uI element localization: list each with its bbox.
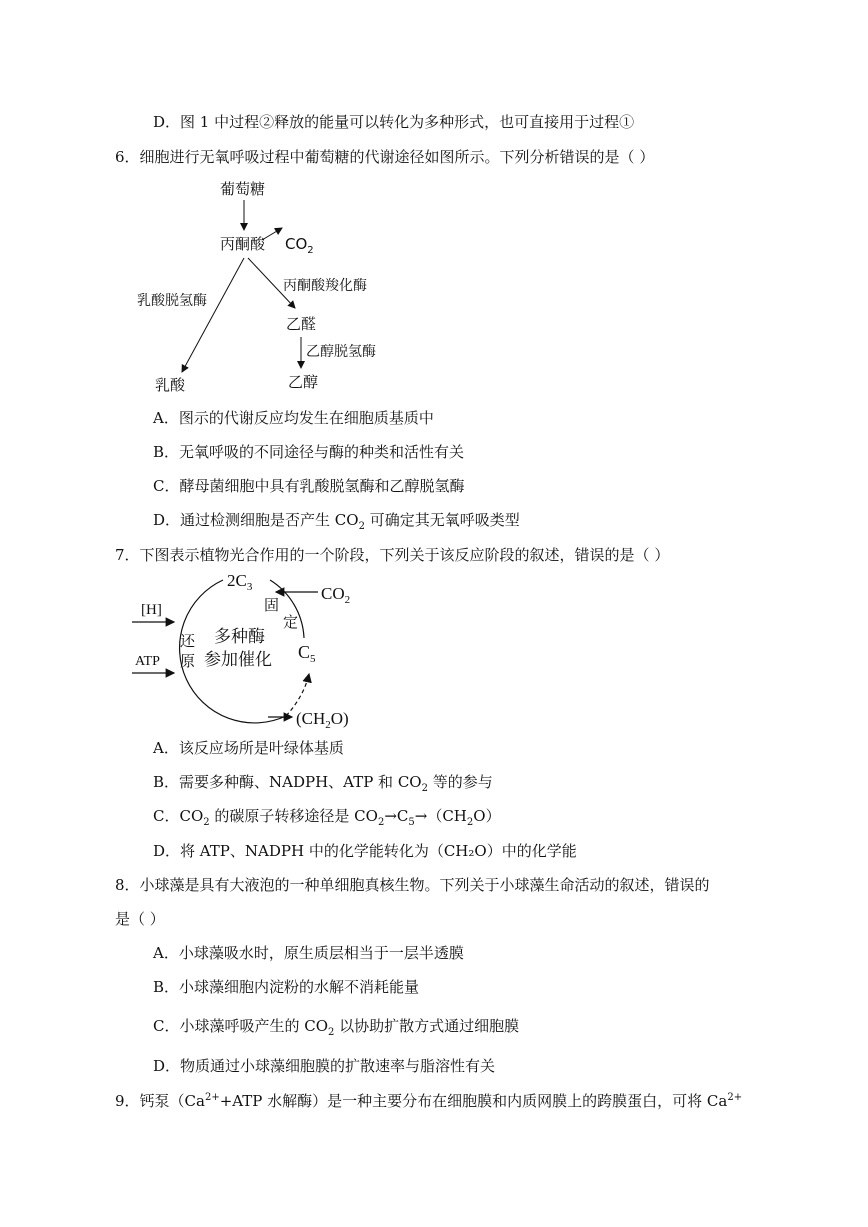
q8-option-c: C．小球藻呼吸产生的 $CO_2$ 以协助扩散方式通过细胞膜 <box>153 1017 520 1038</box>
ethanol-label: 乙醇 <box>288 373 319 391</box>
reduction-char-1: 还 <box>180 632 196 650</box>
acetaldehyde-label: 乙醛 <box>286 315 317 333</box>
glucose-label: 葡萄糖 <box>220 180 266 198</box>
co2-label: $CO_2$ <box>321 584 351 606</box>
c5-label: $C_5$ <box>298 642 316 665</box>
q7-option-d: D．将 ATP、NADPH 中的化学能转化为（CH₂O）中的化学能 <box>153 842 577 860</box>
atp-label: ATP <box>135 654 160 669</box>
center-text-2: 参加催化 <box>204 650 272 670</box>
q6-option-a: A．图示的代谢反应均发生在细胞质基质中 <box>153 409 434 427</box>
q7-option-b: B．需要多种酶、NADPH、ATP 和 $CO_2$ 等的参与 <box>153 773 493 794</box>
q8-option-b: B．小球藻细胞内淀粉的水解不消耗能量 <box>153 978 420 996</box>
adh-label: 乙醇脱氢酶 <box>306 344 376 360</box>
arrow-pyruvate-co2 <box>262 228 282 240</box>
ldh-label: 乳酸脱氢酶 <box>137 293 207 309</box>
reduction-char-2: 原 <box>180 652 196 670</box>
pyruvate-label: 丙酮酸 <box>220 235 266 253</box>
q7-option-a: A．该反应场所是叶绿体基质 <box>153 739 344 757</box>
q7-option-c: C．$CO_2$ 的碳原子转移途径是 $CO_2\to C_5\to(CH_2O)$ <box>153 807 501 828</box>
h-label: [H] <box>141 602 162 618</box>
q5-option-d: D．图 1 中过程②释放的能量可以转化为多种形式，也可直接用于过程① <box>153 113 635 131</box>
q6-stem: 6．细胞进行无氧呼吸过程中葡萄糖的代谢途径如图所示。下列分析错误的是（ ） <box>115 148 655 166</box>
q7-diagram <box>128 566 368 734</box>
q8-stem-line-1: 8．小球藻是具有大液泡的一种单细胞真核生物。下列关于小球藻生命活动的叙述，错误的 <box>115 876 710 894</box>
q6-option-c: C．酵母菌细胞中具有乳酸脱氢酶和乙醇脱氢酶 <box>153 477 465 495</box>
q9-stem: 9．钙泵（$Ca^{2+}+ATP$ 水解酶）是一种主要分布在细胞膜和内质网膜上的跨膜蛋白，可将 $Ca^{2+}$ <box>115 1092 743 1110</box>
q6-option-d: D．通过检测细胞是否产生 $CO_2$ 可确定其无氧呼吸类型 <box>153 511 520 532</box>
c3-label: $2C_3$ <box>227 571 253 593</box>
q8-option-a: A．小球藻吸水时，原生质层相当于一层半透膜 <box>153 944 464 962</box>
lactate-label: 乳酸 <box>155 376 186 394</box>
ch2o-label: $(CH_2O)$ <box>296 709 349 731</box>
q8-option-d: D．物质通过小球藻细胞膜的扩散速率与脂溶性有关 <box>153 1057 496 1075</box>
center-text-1: 多种酶 <box>214 627 265 647</box>
q6-diagram <box>120 172 420 397</box>
pdc-label: 丙酮酸羧化酶 <box>283 278 367 294</box>
fixation-char-2: 定 <box>283 613 299 631</box>
q7-stem: 7．下图表示植物光合作用的一个阶段，下列关于该反应阶段的叙述，错误的是（ ） <box>115 546 670 564</box>
arrow-pyruvate-lactate <box>182 258 244 372</box>
fixation-char-1: 固 <box>264 596 280 614</box>
co2-label: $CO_2$ <box>285 235 314 256</box>
q6-option-b: B．无氧呼吸的不同途径与酶的种类和活性有关 <box>153 443 465 461</box>
q8-stem-line-2: 是（ ） <box>115 910 165 928</box>
